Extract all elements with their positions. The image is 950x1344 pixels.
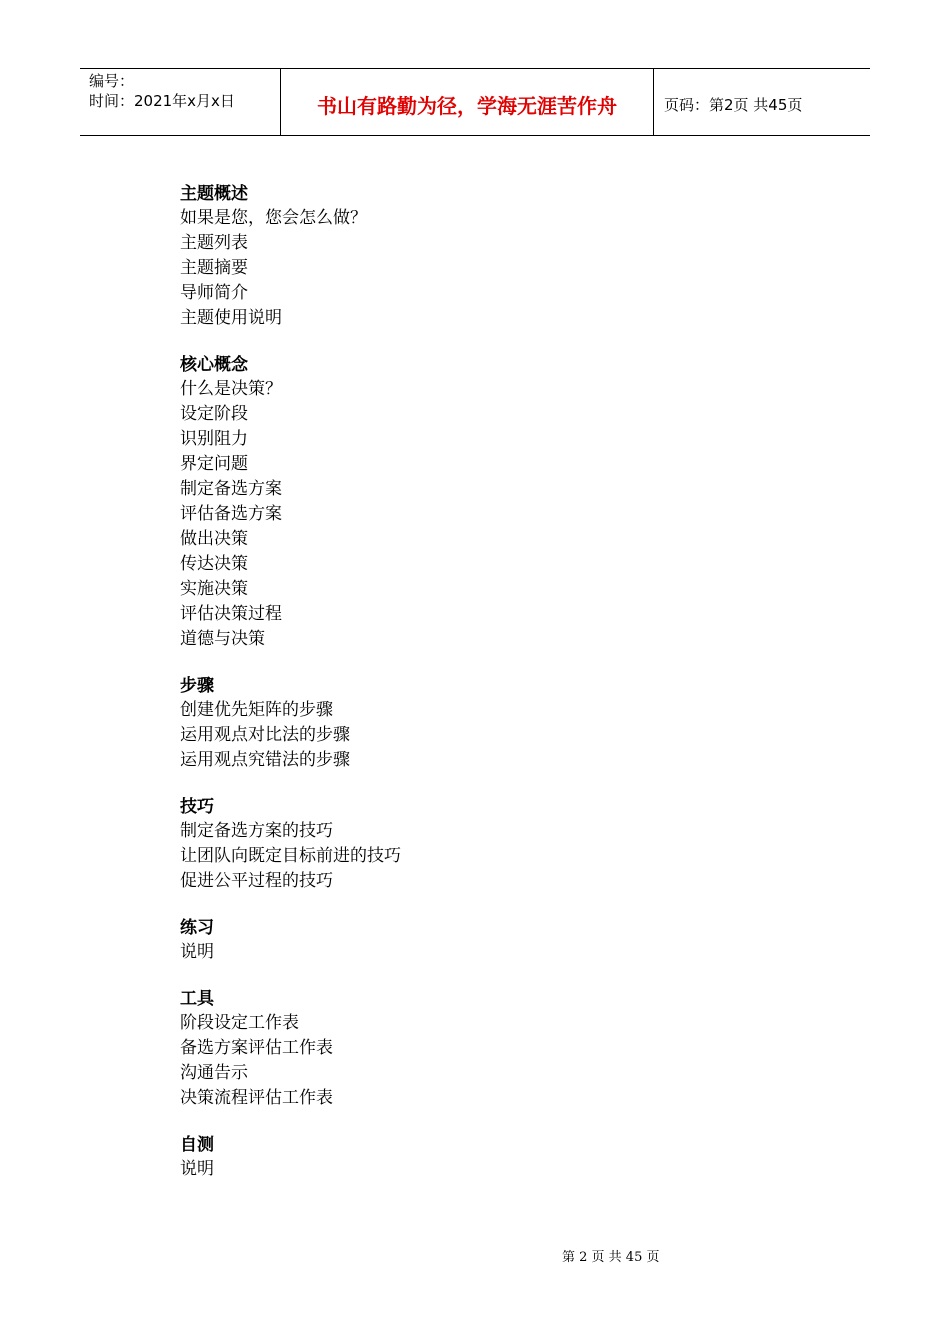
header-meta — [80, 69, 281, 135]
toc-item[interactable]: 制定备选方案的技巧 — [180, 821, 333, 841]
toc-item[interactable]: 让团队向既定目标前进的技巧 — [180, 846, 401, 866]
toc-item[interactable]: 促进公平过程的技巧 — [180, 871, 333, 891]
toc-section — [180, 674, 780, 773]
toc-item[interactable]: 做出决策 — [180, 529, 248, 549]
toc-item[interactable]: 如果是您，您会怎么做？ — [180, 208, 367, 228]
toc-item[interactable]: 阶段设定工作表 — [180, 1013, 299, 1033]
toc-item[interactable]: 评估备选方案 — [180, 504, 282, 524]
date-label: 时间：2021年x月x日 — [89, 92, 235, 110]
footer-page-number: 第 2 页 共 45 页 — [562, 1250, 660, 1265]
toc-item[interactable]: 主题列表 — [180, 233, 248, 253]
section-title: 技巧 — [180, 797, 214, 817]
page-header — [80, 68, 870, 136]
toc-item[interactable]: 识别阻力 — [180, 429, 248, 449]
toc-section — [180, 987, 780, 1111]
toc-item[interactable]: 说明 — [180, 942, 214, 962]
toc-item[interactable]: 运用观点究错法的步骤 — [180, 750, 350, 770]
page-info-text: 页码：第2页 共45页 — [664, 95, 803, 114]
header-page-info — [654, 69, 870, 135]
toc-item[interactable]: 传达决策 — [180, 554, 248, 574]
page-footer — [562, 1246, 659, 1265]
toc-item[interactable]: 设定阶段 — [180, 404, 248, 424]
toc-section — [180, 353, 780, 652]
toc-item[interactable]: 界定问题 — [180, 454, 248, 474]
toc-item[interactable]: 制定备选方案 — [180, 479, 282, 499]
toc-section — [180, 916, 780, 965]
table-of-contents — [180, 182, 780, 1204]
section-title: 工具 — [180, 989, 214, 1009]
toc-item[interactable]: 道德与决策 — [180, 629, 265, 649]
toc-item[interactable]: 什么是决策？ — [180, 379, 282, 399]
toc-item[interactable]: 沟通告示 — [180, 1063, 248, 1083]
toc-section — [180, 182, 780, 331]
toc-section — [180, 795, 780, 894]
toc-item[interactable]: 运用观点对比法的步骤 — [180, 725, 350, 745]
toc-item[interactable]: 创建优先矩阵的步骤 — [180, 700, 333, 720]
toc-section — [180, 1133, 780, 1182]
toc-item[interactable]: 导师简介 — [180, 283, 248, 303]
header-motto — [281, 69, 654, 135]
section-title: 步骤 — [180, 676, 214, 696]
section-title: 核心概念 — [180, 355, 248, 375]
toc-item[interactable]: 备选方案评估工作表 — [180, 1038, 333, 1058]
section-title: 练习 — [180, 918, 214, 938]
section-title: 自测 — [180, 1135, 214, 1155]
toc-item[interactable]: 评估决策过程 — [180, 604, 282, 624]
number-label: 编号： — [89, 72, 135, 90]
toc-item[interactable]: 实施决策 — [180, 579, 248, 599]
toc-item[interactable]: 说明 — [180, 1159, 214, 1179]
toc-item[interactable]: 决策流程评估工作表 — [180, 1088, 333, 1108]
toc-item[interactable]: 主题摘要 — [180, 258, 248, 278]
section-title: 主题概述 — [180, 184, 248, 204]
motto-text: 书山有路勤为径，学海无涯苦作舟 — [317, 93, 617, 118]
toc-item[interactable]: 主题使用说明 — [180, 308, 282, 328]
